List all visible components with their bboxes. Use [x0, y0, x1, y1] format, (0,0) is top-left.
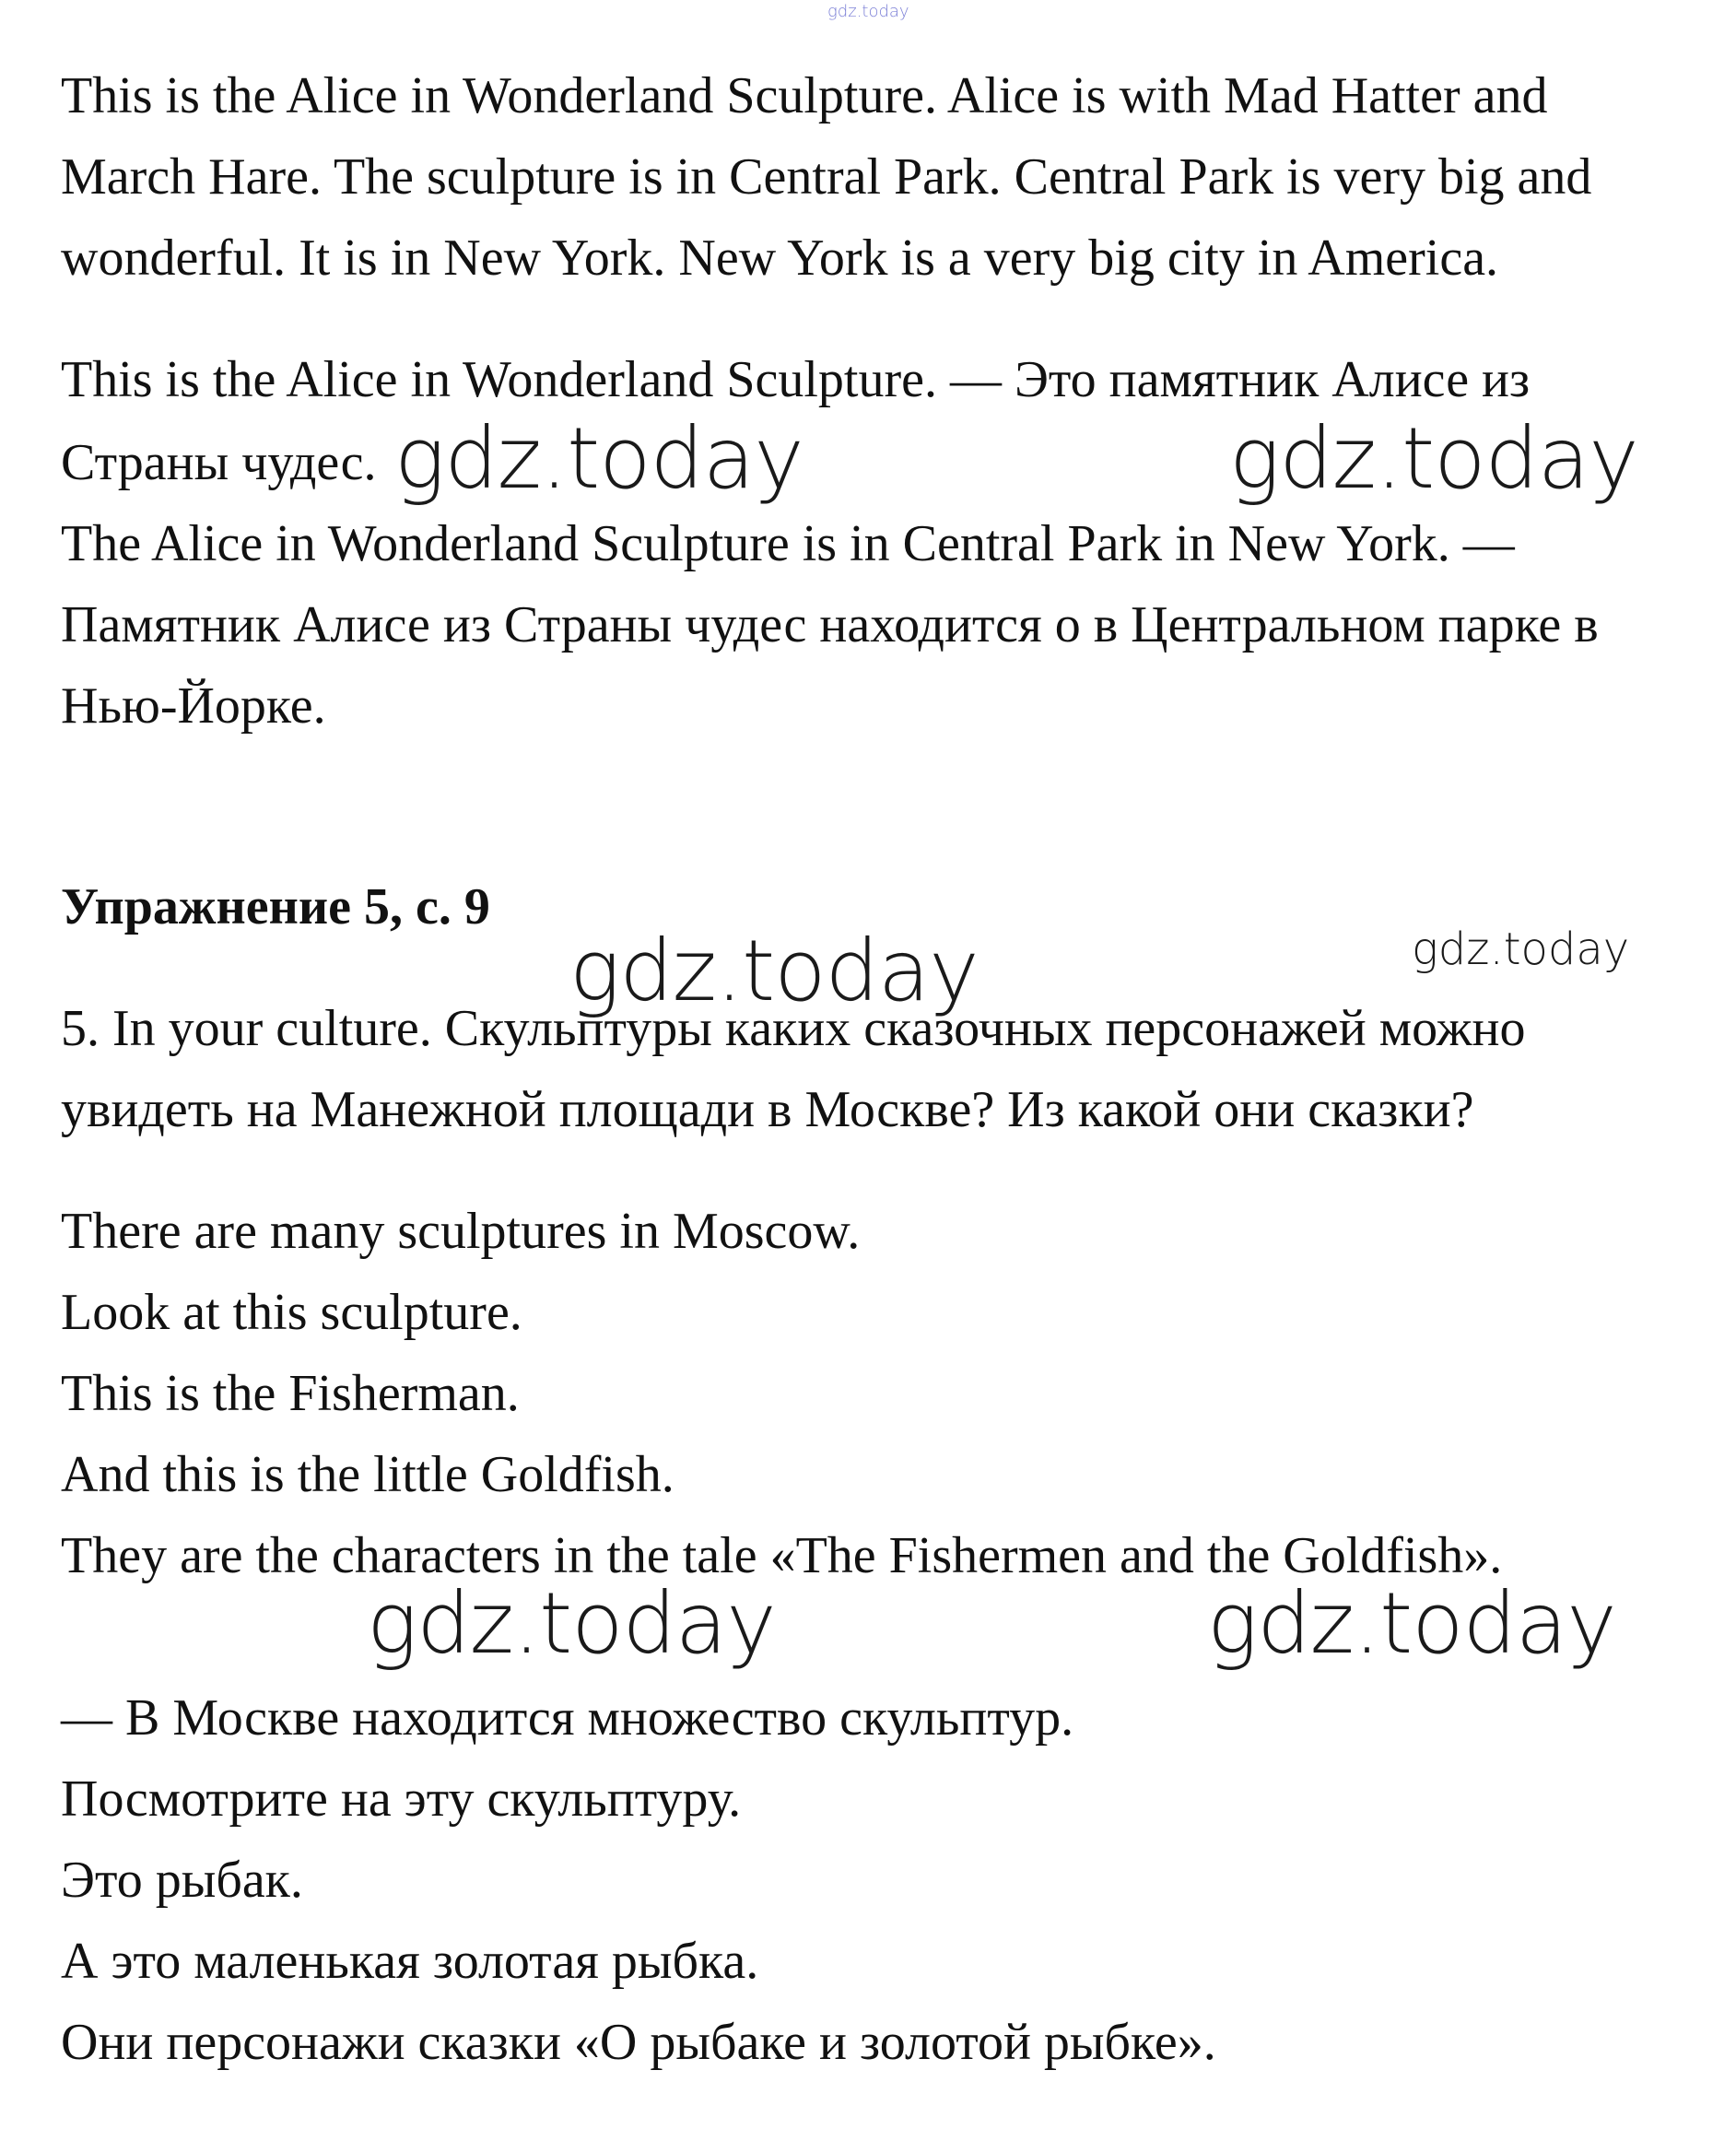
paragraph1-line-1: This is the Alice in Wonderland Sculpture. Alice is with Mad Hatter and: [61, 67, 1548, 124]
paragraph2-line-2: Страны чудес.: [61, 434, 377, 491]
paragraph1-line-3: wonderful. It is in New York. New York is a very big city in America.: [61, 229, 1499, 287]
exercise-task-line-2: увидеть на Манежной площади в Москве? Из какой они сказки?: [61, 1081, 1474, 1138]
watermark-top: gdz.today: [827, 2, 909, 21]
answer-ru-line-5: Они персонажи сказки «О рыбаке и золотой рыбке».: [61, 2014, 1216, 2071]
answer-en-line-2: Look at this sculpture.: [61, 1284, 522, 1341]
answer-ru-line-4: А это маленькая золотая рыбка.: [61, 1933, 759, 1990]
watermark-5: gdz.today: [367, 1574, 776, 1673]
paragraph2-line-1: This is the Alice in Wonderland Sculpture. — Это памятник Алисе из: [61, 351, 1531, 408]
paragraph2-line-5: Нью-Йорке.: [61, 677, 326, 735]
answer-ru-line-2: Посмотрите на эту скульптуру.: [61, 1770, 742, 1828]
watermark-4: gdz.today: [1412, 923, 1630, 975]
answer-ru-line-1: — В Москве находится множество скульптур.: [61, 1689, 1074, 1747]
answer-ru-line-3: Это рыбак.: [61, 1852, 303, 1909]
answer-en-line-3: This is the Fisherman.: [61, 1365, 520, 1422]
watermark-2: gdz.today: [1229, 409, 1638, 508]
answer-en-line-5: They are the characters in the tale «The Fishermen and the Goldfish».: [61, 1527, 1503, 1584]
exercise-task-line-1: 5. In your culture. Скульптуры каких сказочных персонажей можно: [61, 1000, 1526, 1057]
paragraph1-line-2: March Hare. The sculpture is in Central Park. Central Park is very big and: [61, 148, 1592, 206]
watermark-1: gdz.today: [394, 409, 803, 508]
paragraph2-line-4: Памятник Алисе из Страны чудес находится о в Центральном парке в: [61, 596, 1599, 653]
watermark-6: gdz.today: [1207, 1574, 1616, 1673]
exercise-heading: Упражнение 5, с. 9: [61, 878, 490, 935]
paragraph2-line-3: The Alice in Wonderland Sculpture is in Central Park in New York. —: [61, 515, 1515, 572]
watermark-3: gdz.today: [569, 922, 979, 1020]
answer-en-line-1: There are many sculptures in Moscow.: [61, 1203, 861, 1260]
answer-en-line-4: And this is the little Goldfish.: [61, 1446, 674, 1503]
